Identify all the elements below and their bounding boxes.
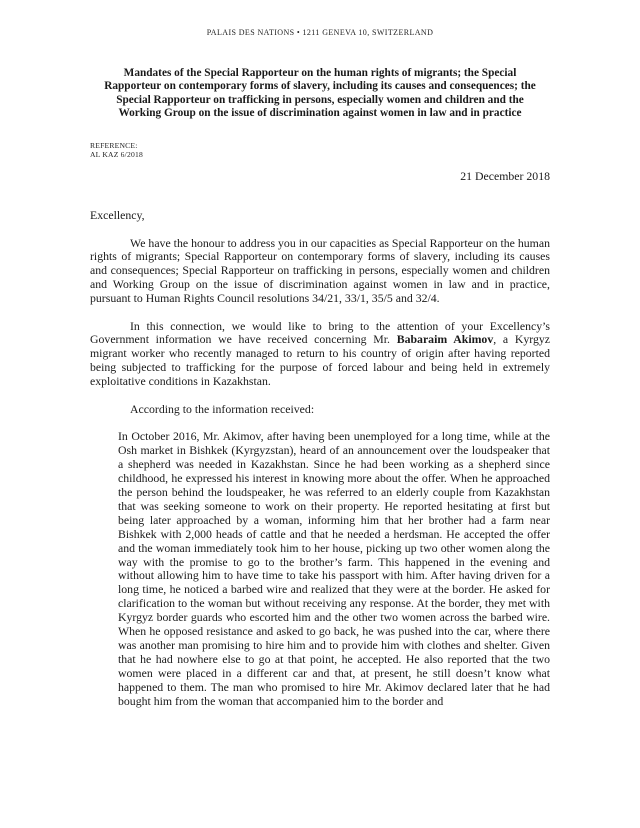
reference-value: AL KAZ 6/2018 (90, 150, 143, 160)
subject-name: Babaraim Akimov (396, 332, 494, 347)
reference-label: REFERENCE: (90, 140, 138, 150)
date-line: 21 December 2018 (460, 168, 550, 183)
paragraph-concerning (90, 320, 550, 389)
salutation: Excellency, (90, 207, 145, 222)
paragraph-concerning-text-after: , a Kyrgyz migrant worker who recently managed to return to his country of origin after having reported being subjected to trafficking for the purpose of forced labour and being held in extremely exploitative conditions in Kazakhstan. (90, 332, 551, 388)
allegation-paragraph: In October 2016, Mr. Akimov, after having been unemployed for a long time, while at the Osh market in Bishkek (Kyrgyzstan), heard of an announcement over the loudspeaker that a shepherd was needed in Kazakhstan. Since he had been working as a shepherd since childhood, he expressed his interest in knowing more about the offer. When he approached the person behind the loudspeaker, he was referred to an elderly couple from Kazakhstan that was seeking someone to work on their property. He reported hesitating at first but being later approached by a woman, informing him that her brother had a farm near Bishkek with 2,000 heads of cattle and that he needed a herdsman. He accepted the offer and the woman immediately took him to her house, picking up two other women along the way with the promise to go to the brother’s farm. This happened in the evening and without allowing him to have time to take his passport with him. After having driven for a long time, he noticed a barbed wire and realized that they were at the border. He asked for clarification to the woman but without receiving any response. At the border, they met with Kyrgyz border guards who escorted him and the other two women across the barbed wire. When he opposed resistance and asked to go back, he was pushed into the car, where there was another man promising to hire him and to provide him with clothes and shelter. Given that he had nowhere else to go at that point, he accepted. He also reported that the two women were placed in a different car and that, at present, he still doesn’t know what happened to them. The man who promised to hire Mr. Akimov declared later that he had bought him from the woman that accompanied him to the border and (118, 429, 550, 708)
letterhead: PALAIS DES NATIONS • 1211 GENEVA 10, SWITZERLAND (206, 28, 434, 37)
mandates-heading: Mandates of the Special Rapporteur on the human rights of migrants; the Special Rapporteur on contemporary forms of slavery, including its causes and consequences; the Special Rapporteur on trafficking in persons, especially women and children and the Working Group on the issue of discrimination against women in law and in practice (104, 67, 536, 120)
paragraph-concerning-text-before: In this connection, we would like to bring to the attention of your Excellency’s Government information we have received concerning Mr. (90, 318, 550, 347)
reference-block (90, 141, 550, 160)
paragraph-according: According to the information received: (130, 401, 315, 416)
paragraph-capacities: We have the honour to address you in our capacities as Special Rapporteur on the human rights of migrants; Special Rapporteur on contemporary forms of slavery, including its causes and consequences; Special Rapporteur on trafficking in persons, especially women and children and Working Group on the issue of discrimination against women in law and in practice, pursuant to Human Rights Council resolutions 34/21, 33/1, 35/5 and 32/4. (90, 235, 550, 305)
